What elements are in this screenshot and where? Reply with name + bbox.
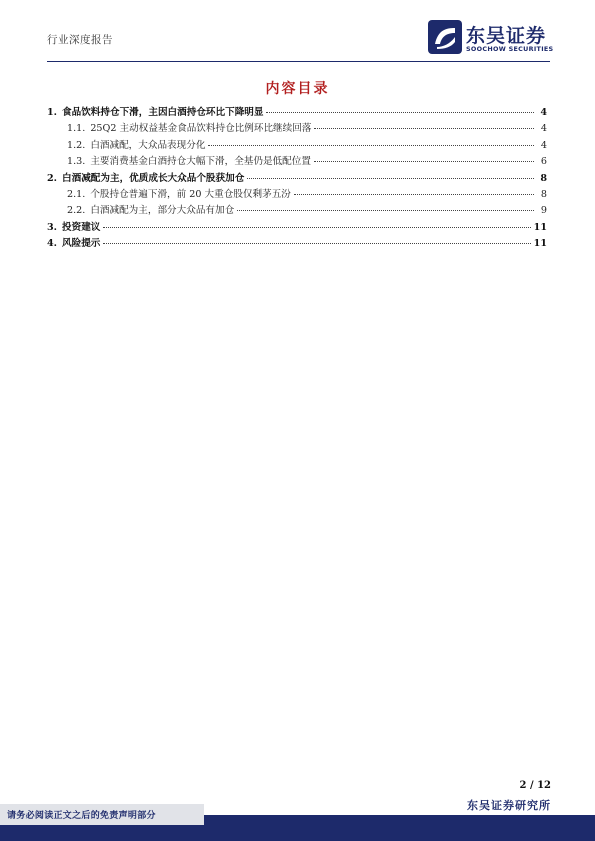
toc-entry-text: 风险提示 [62, 238, 101, 250]
toc-leader-dots [103, 227, 530, 228]
toc-entry-number: 2.1. [67, 188, 86, 200]
toc-leader-dots [314, 161, 534, 162]
company-logo [428, 18, 558, 58]
toc-entry-number: 3. [47, 221, 58, 233]
toc-entry-text: 25Q2 主动权益基金食品饮料持仓比例环比继续回落 [90, 123, 312, 135]
logo-english-name: SOOCHOW SECURITIES [466, 45, 554, 53]
footer-organization: 东吴证券研究所 [467, 799, 551, 812]
toc-leader-dots [208, 145, 534, 146]
toc-entry-number: 4. [47, 238, 58, 250]
toc-leader-dots [314, 128, 534, 129]
header-divider [47, 61, 550, 62]
toc-entry[interactable] [47, 170, 547, 186]
toc-entry-page: 11 [533, 238, 547, 250]
toc-leader-dots [237, 210, 534, 211]
toc-entry-text: 白酒减配为主，部分大众品有加仓 [90, 205, 235, 217]
logo-chinese-name: 东吴证券 [466, 25, 547, 47]
toc-entry-number: 2.2. [67, 205, 86, 217]
toc-entry-page: 8 [540, 188, 547, 200]
toc-entry-text: 白酒减配，大众品表现分化 [90, 139, 206, 151]
toc-entry-text: 白酒减配为主，优质成长大众品个股获加仓 [62, 172, 245, 184]
toc-entry-number: 1.2. [67, 139, 86, 151]
toc-entry-page: 11 [533, 221, 547, 233]
toc-entry-number: 2. [47, 172, 58, 184]
toc-leader-dots [103, 243, 530, 244]
toc-entry[interactable] [47, 153, 547, 169]
toc-entry-text: 主要消费基金白酒持仓大幅下滑，全基仍是低配位置 [90, 156, 311, 168]
toc-leader-dots [266, 112, 534, 113]
toc-entry[interactable] [47, 235, 547, 251]
soochow-logo-icon [428, 20, 462, 54]
toc-entry-page: 8 [540, 172, 547, 184]
toc-entry-page: 4 [540, 139, 547, 151]
toc-leader-dots [247, 178, 534, 179]
toc-entry[interactable] [47, 120, 547, 136]
toc-leader-dots [294, 194, 534, 195]
report-category: 行业深度报告 [47, 34, 113, 46]
table-of-contents [47, 104, 547, 252]
toc-entry-text: 食品饮料持仓下滑，主因白酒持仓环比下降明显 [62, 107, 264, 118]
toc-title: 内容目录 [265, 81, 330, 97]
toc-entry-number: 1.1. [67, 123, 86, 135]
toc-entry[interactable] [47, 219, 547, 235]
toc-entry[interactable] [47, 202, 547, 218]
toc-entry-number: 1. [47, 107, 58, 118]
page-number: 2 / 12 [519, 780, 551, 791]
toc-entry-page: 6 [540, 156, 547, 168]
toc-entry-page: 4 [540, 123, 547, 135]
toc-entry[interactable] [47, 104, 547, 120]
toc-entry-text: 个股持仓普遍下滑，前 20 大重仓股仅剩茅五汾 [90, 188, 291, 200]
footer-disclaimer: 请务必阅读正文之后的免责声明部分 [7, 811, 156, 821]
toc-entry-page: 4 [540, 107, 547, 118]
toc-entry-page: 9 [540, 205, 547, 217]
toc-entry-text: 投资建议 [62, 221, 101, 233]
toc-entry[interactable] [47, 137, 547, 153]
toc-entry[interactable] [47, 186, 547, 202]
toc-entry-number: 1.3. [67, 156, 86, 168]
